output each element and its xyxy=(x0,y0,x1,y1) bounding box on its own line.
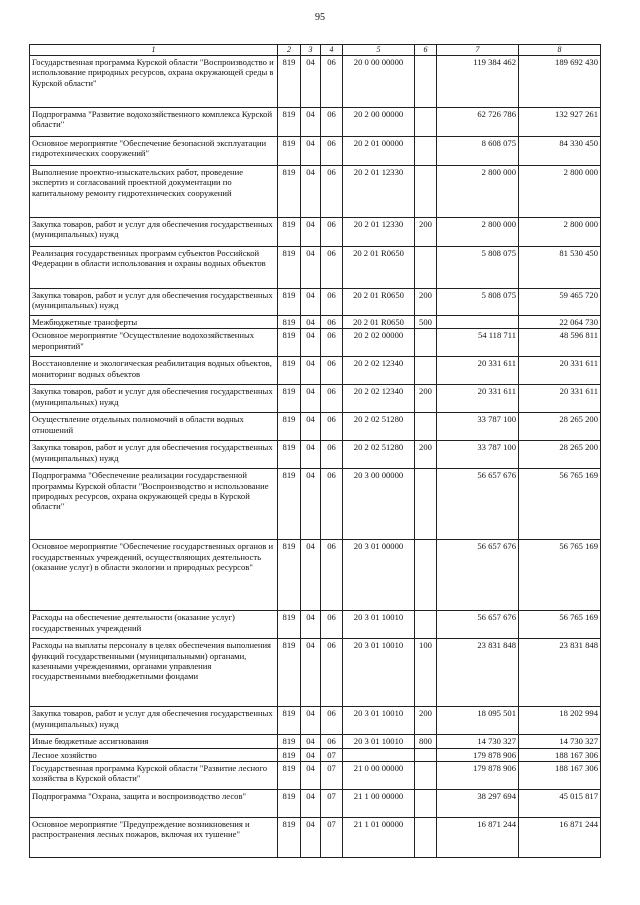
row-amount-year-1: 62 726 786 xyxy=(437,108,519,137)
row-section: 04 xyxy=(301,385,321,413)
row-ministry-code: 819 xyxy=(278,639,301,707)
row-section: 04 xyxy=(301,441,321,469)
row-amount-year-1: 20 331 611 xyxy=(437,357,519,385)
row-ministry-code: 819 xyxy=(278,735,301,748)
row-subsection: 06 xyxy=(321,639,343,707)
row-name: Государственная программа Курской области "Воспроизводство и использование природных ресурсов, охрана окружающей среды в Курской области" xyxy=(30,56,278,108)
row-name: Расходы на выплаты персоналу в целях обеспечения выполнения функций государственными (муниципальными) органами, казенными учреждениями, органами управления государственными внебюджетными фондами xyxy=(30,639,278,707)
row-name: Закупка товаров, работ и услуг для обеспечения государственных (муниципальных) нужд xyxy=(30,707,278,735)
row-ministry-code: 819 xyxy=(278,413,301,441)
row-expense-type xyxy=(415,56,437,108)
row-name: Подпрограмма "Обеспечение реализации государственной программы Курской области "Воспроизводство и использование природных ресурсов, охрана окружающей среды в Курской области" xyxy=(30,469,278,540)
row-expense-type xyxy=(415,748,437,761)
row-amount-year-1: 2 800 000 xyxy=(437,218,519,247)
row-name: Осуществление отдельных полномочий в области водных отношений xyxy=(30,413,278,441)
row-amount-year-2: 20 331 611 xyxy=(519,357,601,385)
row-subsection: 06 xyxy=(321,56,343,108)
row-subsection: 07 xyxy=(321,789,343,817)
row-section: 04 xyxy=(301,316,321,329)
row-section: 04 xyxy=(301,707,321,735)
row-amount-year-1: 56 657 676 xyxy=(437,469,519,540)
row-subsection: 06 xyxy=(321,137,343,166)
row-amount-year-2: 45 015 817 xyxy=(519,789,601,817)
header-row xyxy=(30,45,601,56)
row-subsection: 06 xyxy=(321,441,343,469)
row-amount-year-1: 179 878 906 xyxy=(437,748,519,761)
row-section: 04 xyxy=(301,289,321,316)
row-target-article: 20 2 02 12340 xyxy=(343,385,415,413)
table-row xyxy=(30,247,601,289)
row-name: Выполнение проектно-изыскательских работ, проведение экспертиз и согласований проектной документации по капитальному ремонту гидротехнических сооружений xyxy=(30,166,278,218)
row-amount-year-1: 179 878 906 xyxy=(437,761,519,789)
row-name: Закупка товаров, работ и услуг для обеспечения государственных (муниципальных) нужд xyxy=(30,218,278,247)
row-ministry-code: 819 xyxy=(278,247,301,289)
row-subsection: 06 xyxy=(321,707,343,735)
row-expense-type xyxy=(415,329,437,357)
column-header-1: 1 xyxy=(30,45,278,56)
table-row xyxy=(30,357,601,385)
column-header-6: 6 xyxy=(415,45,437,56)
row-amount-year-1 xyxy=(437,316,519,329)
row-ministry-code: 819 xyxy=(278,761,301,789)
row-ministry-code: 819 xyxy=(278,289,301,316)
row-expense-type xyxy=(415,357,437,385)
page-number: 95 xyxy=(315,12,325,23)
row-section: 04 xyxy=(301,56,321,108)
row-expense-type: 200 xyxy=(415,289,437,316)
row-amount-year-1: 54 118 711 xyxy=(437,329,519,357)
row-target-article xyxy=(343,748,415,761)
row-ministry-code: 819 xyxy=(278,748,301,761)
row-ministry-code: 819 xyxy=(278,611,301,639)
row-name: Подпрограмма "Развитие водохозяйственного комплекса Курской области" xyxy=(30,108,278,137)
row-target-article: 20 2 00 00000 xyxy=(343,108,415,137)
row-amount-year-2: 59 465 720 xyxy=(519,289,601,316)
row-expense-type: 100 xyxy=(415,639,437,707)
row-ministry-code: 819 xyxy=(278,707,301,735)
row-subsection: 07 xyxy=(321,748,343,761)
row-ministry-code: 819 xyxy=(278,357,301,385)
table-row xyxy=(30,56,601,108)
row-subsection: 06 xyxy=(321,357,343,385)
row-target-article: 20 2 01 00000 xyxy=(343,137,415,166)
row-name: Межбюджетные трансферты xyxy=(30,316,278,329)
row-amount-year-2: 132 927 261 xyxy=(519,108,601,137)
row-expense-type xyxy=(415,761,437,789)
table-row xyxy=(30,707,601,735)
row-target-article: 20 3 01 10010 xyxy=(343,735,415,748)
row-expense-type xyxy=(415,817,437,857)
column-header-2: 2 xyxy=(278,45,301,56)
table-row xyxy=(30,817,601,857)
row-subsection: 06 xyxy=(321,289,343,316)
table-row xyxy=(30,316,601,329)
row-amount-year-1: 56 657 676 xyxy=(437,540,519,611)
row-section: 04 xyxy=(301,357,321,385)
table-row xyxy=(30,108,601,137)
table-row xyxy=(30,761,601,789)
row-amount-year-2: 188 167 306 xyxy=(519,761,601,789)
row-target-article: 20 2 01 R0650 xyxy=(343,247,415,289)
row-target-article: 20 2 02 51280 xyxy=(343,441,415,469)
row-expense-type xyxy=(415,247,437,289)
row-amount-year-2: 22 064 730 xyxy=(519,316,601,329)
row-amount-year-1: 119 384 462 xyxy=(437,56,519,108)
row-amount-year-2: 81 530 450 xyxy=(519,247,601,289)
row-ministry-code: 819 xyxy=(278,540,301,611)
row-ministry-code: 819 xyxy=(278,469,301,540)
row-name: Лесное хозяйство xyxy=(30,748,278,761)
row-target-article: 20 2 02 51280 xyxy=(343,413,415,441)
row-amount-year-1: 23 831 848 xyxy=(437,639,519,707)
table-row xyxy=(30,540,601,611)
row-ministry-code: 819 xyxy=(278,385,301,413)
row-section: 04 xyxy=(301,413,321,441)
row-amount-year-1: 18 095 501 xyxy=(437,707,519,735)
row-name: Основное мероприятие "Предупреждение возникновения и распространения лесных пожаров, включая их тушение" xyxy=(30,817,278,857)
row-ministry-code: 819 xyxy=(278,329,301,357)
row-amount-year-2: 56 765 169 xyxy=(519,469,601,540)
row-amount-year-2: 28 265 200 xyxy=(519,441,601,469)
row-amount-year-2: 56 765 169 xyxy=(519,611,601,639)
row-target-article: 20 0 00 00000 xyxy=(343,56,415,108)
column-header-8: 8 xyxy=(519,45,601,56)
row-target-article: 21 1 01 00000 xyxy=(343,817,415,857)
row-expense-type xyxy=(415,469,437,540)
row-name: Расходы на обеспечение деятельности (оказание услуг) государственных учреждений xyxy=(30,611,278,639)
row-target-article: 20 3 01 10010 xyxy=(343,707,415,735)
table-row xyxy=(30,166,601,218)
row-expense-type xyxy=(415,137,437,166)
row-amount-year-2: 56 765 169 xyxy=(519,540,601,611)
table-row xyxy=(30,289,601,316)
table-row xyxy=(30,137,601,166)
row-subsection: 06 xyxy=(321,316,343,329)
row-subsection: 06 xyxy=(321,540,343,611)
row-subsection: 06 xyxy=(321,385,343,413)
table-row xyxy=(30,441,601,469)
row-section: 04 xyxy=(301,735,321,748)
row-expense-type: 200 xyxy=(415,707,437,735)
row-target-article: 20 2 01 R0650 xyxy=(343,289,415,316)
row-amount-year-2: 2 800 000 xyxy=(519,166,601,218)
row-section: 04 xyxy=(301,639,321,707)
row-target-article: 20 3 01 10010 xyxy=(343,611,415,639)
row-name: Реализация государственных программ субъектов Российской Федерации в области использования и охраны водных объектов xyxy=(30,247,278,289)
row-amount-year-2: 2 800 000 xyxy=(519,218,601,247)
row-subsection: 06 xyxy=(321,218,343,247)
row-name: Закупка товаров, работ и услуг для обеспечения государственных (муниципальных) нужд xyxy=(30,441,278,469)
row-amount-year-1: 33 787 100 xyxy=(437,413,519,441)
table-body xyxy=(30,56,601,858)
row-expense-type xyxy=(415,540,437,611)
row-amount-year-2: 20 331 611 xyxy=(519,385,601,413)
row-amount-year-2: 14 730 327 xyxy=(519,735,601,748)
row-section: 04 xyxy=(301,817,321,857)
row-amount-year-2: 84 330 450 xyxy=(519,137,601,166)
table-row xyxy=(30,413,601,441)
row-target-article: 21 1 00 00000 xyxy=(343,789,415,817)
row-expense-type: 200 xyxy=(415,218,437,247)
row-section: 04 xyxy=(301,748,321,761)
row-expense-type xyxy=(415,413,437,441)
row-amount-year-1: 20 331 611 xyxy=(437,385,519,413)
row-amount-year-2: 28 265 200 xyxy=(519,413,601,441)
row-ministry-code: 819 xyxy=(278,316,301,329)
table-row xyxy=(30,469,601,540)
table-row xyxy=(30,735,601,748)
row-subsection: 06 xyxy=(321,413,343,441)
row-ministry-code: 819 xyxy=(278,56,301,108)
row-expense-type xyxy=(415,611,437,639)
row-expense-type: 200 xyxy=(415,441,437,469)
row-name: Закупка товаров, работ и услуг для обеспечения государственных (муниципальных) нужд xyxy=(30,289,278,316)
row-amount-year-2: 23 831 848 xyxy=(519,639,601,707)
row-target-article: 20 3 00 00000 xyxy=(343,469,415,540)
row-section: 04 xyxy=(301,761,321,789)
row-ministry-code: 819 xyxy=(278,218,301,247)
row-section: 04 xyxy=(301,329,321,357)
row-ministry-code: 819 xyxy=(278,166,301,218)
row-target-article: 20 2 02 00000 xyxy=(343,329,415,357)
table-row xyxy=(30,218,601,247)
row-amount-year-2: 18 202 994 xyxy=(519,707,601,735)
row-name: Закупка товаров, работ и услуг для обеспечения государственных (муниципальных) нужд xyxy=(30,385,278,413)
row-section: 04 xyxy=(301,108,321,137)
row-amount-year-1: 8 608 075 xyxy=(437,137,519,166)
row-target-article: 20 2 02 12340 xyxy=(343,357,415,385)
column-header-5: 5 xyxy=(343,45,415,56)
row-section: 04 xyxy=(301,166,321,218)
row-subsection: 06 xyxy=(321,166,343,218)
row-amount-year-1: 5 808 075 xyxy=(437,289,519,316)
row-amount-year-1: 38 297 694 xyxy=(437,789,519,817)
row-expense-type: 800 xyxy=(415,735,437,748)
row-amount-year-1: 56 657 676 xyxy=(437,611,519,639)
row-amount-year-2: 16 871 244 xyxy=(519,817,601,857)
row-target-article: 20 2 01 R0650 xyxy=(343,316,415,329)
row-name: Подпрограмма "Охрана, защита и воспроизводство лесов" xyxy=(30,789,278,817)
row-subsection: 07 xyxy=(321,761,343,789)
row-expense-type: 500 xyxy=(415,316,437,329)
row-subsection: 07 xyxy=(321,817,343,857)
row-amount-year-1: 5 808 075 xyxy=(437,247,519,289)
table-row xyxy=(30,639,601,707)
row-section: 04 xyxy=(301,137,321,166)
table-row xyxy=(30,329,601,357)
row-subsection: 06 xyxy=(321,247,343,289)
row-expense-type: 200 xyxy=(415,385,437,413)
row-amount-year-1: 16 871 244 xyxy=(437,817,519,857)
row-name: Иные бюджетные ассигнования xyxy=(30,735,278,748)
row-name: Восстановление и экологическая реабилитация водных объектов, мониторинг водных объектов xyxy=(30,357,278,385)
row-expense-type xyxy=(415,789,437,817)
row-ministry-code: 819 xyxy=(278,789,301,817)
row-subsection: 06 xyxy=(321,469,343,540)
table-row xyxy=(30,385,601,413)
row-section: 04 xyxy=(301,218,321,247)
row-target-article: 21 0 00 00000 xyxy=(343,761,415,789)
row-name: Основное мероприятие "Осуществление водохозяйственных мероприятий" xyxy=(30,329,278,357)
row-amount-year-2: 189 692 430 xyxy=(519,56,601,108)
column-header-7: 7 xyxy=(437,45,519,56)
row-name: Государственная программа Курской области "Развитие лесного хозяйства в Курской области" xyxy=(30,761,278,789)
column-header-3: 3 xyxy=(301,45,321,56)
table-row xyxy=(30,611,601,639)
row-subsection: 06 xyxy=(321,611,343,639)
row-target-article: 20 3 01 00000 xyxy=(343,540,415,611)
row-target-article: 20 2 01 12330 xyxy=(343,166,415,218)
row-expense-type xyxy=(415,108,437,137)
row-name: Основное мероприятие "Обеспечение безопасной эксплуатации гидротехнических сооружений" xyxy=(30,137,278,166)
row-subsection: 06 xyxy=(321,329,343,357)
budget-table xyxy=(29,44,601,858)
row-target-article: 20 3 01 10010 xyxy=(343,639,415,707)
row-amount-year-2: 188 167 306 xyxy=(519,748,601,761)
row-name: Основное мероприятие "Обеспечение государственных органов и государственных учреждений, осуществляющих деятельность (оказание услуг) в области экологии и природных ресурсов" xyxy=(30,540,278,611)
row-expense-type xyxy=(415,166,437,218)
row-amount-year-1: 33 787 100 xyxy=(437,441,519,469)
column-header-4: 4 xyxy=(321,45,343,56)
row-ministry-code: 819 xyxy=(278,441,301,469)
row-section: 04 xyxy=(301,540,321,611)
row-subsection: 06 xyxy=(321,735,343,748)
table-row xyxy=(30,748,601,761)
row-subsection: 06 xyxy=(321,108,343,137)
row-target-article: 20 2 01 12330 xyxy=(343,218,415,247)
row-section: 04 xyxy=(301,611,321,639)
row-amount-year-1: 2 800 000 xyxy=(437,166,519,218)
table-row xyxy=(30,789,601,817)
row-ministry-code: 819 xyxy=(278,108,301,137)
row-ministry-code: 819 xyxy=(278,137,301,166)
row-ministry-code: 819 xyxy=(278,817,301,857)
row-section: 04 xyxy=(301,247,321,289)
row-section: 04 xyxy=(301,469,321,540)
row-amount-year-2: 48 596 811 xyxy=(519,329,601,357)
row-section: 04 xyxy=(301,789,321,817)
row-amount-year-1: 14 730 327 xyxy=(437,735,519,748)
